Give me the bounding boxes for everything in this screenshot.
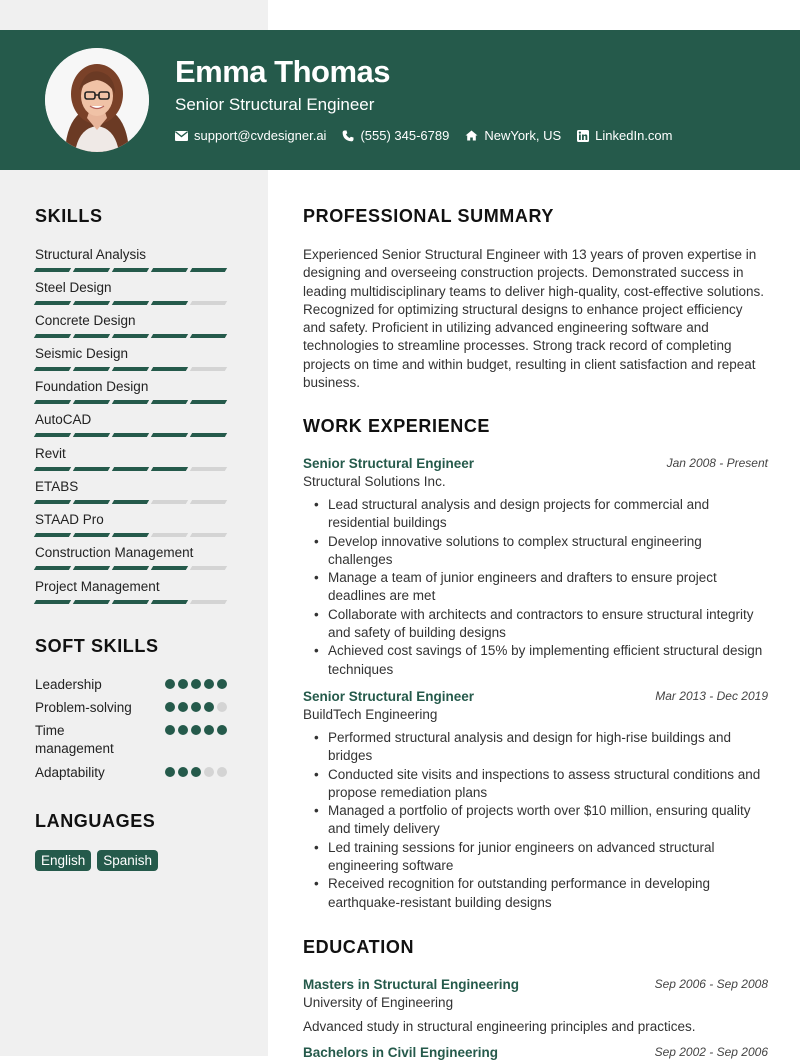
skill-bar-filled	[73, 467, 110, 471]
skill-item	[35, 479, 235, 504]
soft-skill-rating	[165, 679, 230, 689]
soft-skill-item	[35, 764, 235, 784]
contact-bar	[175, 128, 689, 143]
soft-skills-heading: SOFT SKILLS	[35, 636, 159, 656]
language-list	[35, 850, 164, 871]
rating-dot-filled	[217, 725, 227, 735]
skill-level-bar	[35, 467, 235, 471]
skill-bar-filled	[112, 268, 149, 272]
skill-item	[35, 579, 235, 604]
skill-bar-filled	[151, 600, 188, 604]
rating-dot-filled	[165, 679, 175, 689]
skill-level-bar	[35, 400, 235, 404]
education-entry	[303, 977, 768, 1034]
job-entry	[303, 456, 768, 679]
soft-skill-name: Time management	[35, 723, 114, 756]
envelope-icon	[175, 131, 188, 141]
skill-bar-filled	[151, 433, 188, 437]
skill-bar-filled	[151, 367, 188, 371]
skill-bar-filled	[151, 566, 188, 570]
skill-item	[35, 512, 235, 537]
skill-bar-filled	[34, 400, 71, 404]
skill-bar-filled	[73, 433, 110, 437]
job-bullets	[303, 496, 768, 679]
skill-item	[35, 280, 235, 305]
summary-heading: PROFESSIONAL SUMMARY	[303, 206, 555, 226]
skill-level-bar	[35, 500, 235, 504]
rating-dot-empty	[217, 702, 227, 712]
contact-location-text: NewYork, US	[484, 128, 562, 143]
skill-bar-filled	[34, 600, 71, 604]
skill-bar-filled	[73, 533, 110, 537]
skill-name: Revit	[35, 446, 66, 461]
education-heading: EDUCATION	[303, 937, 415, 957]
soft-skill-name: Adaptability	[35, 765, 105, 780]
skill-bar-filled	[73, 301, 110, 305]
skill-bar-filled	[112, 500, 149, 504]
job-bullet: • Achieved cost savings of 15% by implementing efficient structural design techniques	[328, 642, 768, 679]
contact-phone[interactable]	[342, 128, 449, 143]
education-description: Advanced study in structural engineering principles and practices.	[303, 1019, 696, 1034]
skill-bar-filled	[34, 334, 71, 338]
experience-heading: WORK EXPERIENCE	[303, 416, 491, 436]
job-bullet: • Manage a team of junior engineers and drafters to ensure project deadlines are met	[328, 569, 768, 606]
rating-dot-filled	[191, 679, 201, 689]
skill-name: Foundation Design	[35, 379, 149, 394]
home-icon	[465, 130, 478, 141]
rating-dot-filled	[165, 725, 175, 735]
job-bullet: • Received recognition for outstanding performance in developing earthquake-resistant building designs	[328, 875, 768, 912]
skill-bar-empty	[151, 500, 188, 504]
profile-photo	[45, 48, 149, 152]
skill-bar-filled	[73, 500, 110, 504]
job-date: Jan 2008 - Present	[666, 456, 768, 470]
skill-name: ETABS	[35, 479, 79, 494]
skill-level-bar	[35, 301, 235, 305]
contact-linkedin[interactable]	[577, 128, 672, 143]
skill-bar-filled	[34, 301, 71, 305]
job-bullet: • Performed structural analysis and design for high-rise buildings and bridges	[328, 729, 768, 766]
skill-bar-filled	[151, 268, 188, 272]
skill-bar-filled	[34, 500, 71, 504]
rating-dot-filled	[204, 725, 214, 735]
rating-dot-filled	[178, 702, 188, 712]
skill-item	[35, 446, 235, 471]
skills-heading: SKILLS	[35, 206, 103, 226]
skill-bar-empty	[190, 566, 227, 570]
rating-dot-filled	[217, 679, 227, 689]
soft-skill-rating	[165, 725, 230, 735]
job-bullet: • Conducted site visits and inspections to assess structural conditions and propose remediation plans	[328, 766, 768, 803]
skill-item	[35, 313, 235, 338]
skill-bar-filled	[151, 334, 188, 338]
skill-level-bar	[35, 334, 235, 338]
job-bullet: • Lead structural analysis and design projects for commercial and residential buildings	[328, 496, 768, 533]
skill-bar-empty	[190, 301, 227, 305]
skill-bar-filled	[112, 533, 149, 537]
rating-dot-empty	[204, 767, 214, 777]
skill-item	[35, 247, 235, 272]
skill-bar-filled	[73, 400, 110, 404]
candidate-title: Senior Structural Engineer	[175, 95, 375, 114]
job-bullets	[303, 729, 768, 912]
language-badge: English	[35, 850, 91, 871]
skill-bar-filled	[151, 467, 188, 471]
skill-bar-filled	[151, 400, 188, 404]
phone-icon	[342, 130, 354, 142]
skill-bar-empty	[190, 533, 227, 537]
company-name: BuildTech Engineering	[303, 707, 438, 722]
skill-bar-filled	[112, 400, 149, 404]
rating-dot-filled	[165, 702, 175, 712]
skill-bar-filled	[151, 301, 188, 305]
skill-name: STAAD Pro	[35, 512, 104, 527]
job-bullet: • Develop innovative solutions to complex structural engineering challenges	[328, 533, 768, 570]
contact-email-text: support@cvdesigner.ai	[194, 128, 327, 143]
education-date: Sep 2002 - Sep 2006	[654, 1045, 768, 1059]
soft-skill-rating	[165, 767, 230, 777]
rating-dot-filled	[165, 767, 175, 777]
education-entry	[303, 1045, 768, 1063]
skill-name: Steel Design	[35, 280, 112, 295]
skill-bar-empty	[190, 500, 227, 504]
skill-bar-filled	[73, 600, 110, 604]
language-badge: Spanish	[97, 850, 158, 871]
skill-level-bar	[35, 600, 235, 604]
degree-title: Bachelors in Civil Engineering	[303, 1045, 499, 1060]
skill-name: Project Management	[35, 579, 160, 594]
rating-dot-filled	[178, 679, 188, 689]
skill-name: Construction Management	[35, 545, 194, 560]
skill-bar-filled	[73, 566, 110, 570]
job-title: Senior Structural Engineer	[303, 689, 475, 704]
skill-bar-filled	[34, 367, 71, 371]
skill-level-bar	[35, 268, 235, 272]
skill-level-bar	[35, 566, 235, 570]
rating-dot-filled	[191, 767, 201, 777]
rating-dot-filled	[204, 702, 214, 712]
skill-name: Concrete Design	[35, 313, 136, 328]
skill-bar-filled	[34, 467, 71, 471]
skill-name: Structural Analysis	[35, 247, 147, 262]
skill-bar-filled	[34, 533, 71, 537]
skill-level-bar	[35, 367, 235, 371]
languages-heading: LANGUAGES	[35, 811, 156, 831]
skill-bar-filled	[112, 600, 149, 604]
summary-text: Experienced Senior Structural Engineer with 13 years of proven expertise in designing and overseeing construction projects. Demonstrated success in leading multidisciplinary teams to deliver high-quality, cost-effective solutions. Recognized for optimizing structural designs to enhance project efficiency and safety. Proficient in utilizing advanced engineering software and technologies to streamline processes. Strong track record of completing projects on time and within budget, resulting in client satisfaction and repeat business.	[303, 247, 764, 391]
skill-level-bar	[35, 533, 235, 537]
soft-skill-item	[35, 676, 235, 696]
rating-dot-filled	[178, 725, 188, 735]
skill-bar-filled	[112, 467, 149, 471]
skill-bar-filled	[34, 566, 71, 570]
rating-dot-filled	[191, 702, 201, 712]
company-name: Structural Solutions Inc.	[303, 474, 446, 489]
skill-bar-filled	[112, 566, 149, 570]
candidate-name: Emma Thomas	[175, 54, 391, 89]
skill-bar-filled	[190, 334, 227, 338]
skill-level-bar	[35, 433, 235, 437]
rating-dot-filled	[191, 725, 201, 735]
skill-bar-filled	[112, 433, 149, 437]
job-entry	[303, 689, 768, 912]
skill-bar-filled	[73, 334, 110, 338]
soft-skill-name: Problem-solving	[35, 700, 132, 715]
skill-item	[35, 545, 235, 570]
skill-bar-filled	[112, 367, 149, 371]
rating-dot-filled	[178, 767, 188, 777]
skill-name: Seismic Design	[35, 346, 129, 361]
skill-bar-filled	[190, 400, 227, 404]
job-bullet: • Collaborate with architects and contractors to ensure structural integrity and safety of building designs	[328, 606, 768, 643]
skill-bar-filled	[34, 268, 71, 272]
school-name: University of Engineering	[303, 995, 454, 1010]
skill-item	[35, 346, 235, 371]
skill-bar-filled	[34, 433, 71, 437]
rating-dot-filled	[204, 679, 214, 689]
degree-title: Masters in Structural Engineering	[303, 977, 520, 992]
skill-bar-filled	[112, 334, 149, 338]
skill-bar-empty	[190, 600, 227, 604]
job-bullet: • Led training sessions for junior engineers on advanced structural engineering software	[328, 839, 768, 876]
linkedin-icon	[577, 130, 589, 142]
contact-linkedin-text: LinkedIn.com	[595, 128, 673, 143]
job-date: Mar 2013 - Dec 2019	[655, 689, 768, 703]
skill-item	[35, 379, 235, 404]
soft-skill-item	[35, 722, 235, 760]
skill-bar-filled	[112, 301, 149, 305]
skill-bar-filled	[190, 433, 227, 437]
skill-bar-empty	[190, 467, 227, 471]
skill-bar-filled	[73, 268, 110, 272]
soft-skill-rating	[165, 702, 230, 712]
skill-bar-filled	[190, 268, 227, 272]
soft-skill-item	[35, 699, 235, 719]
skill-name: AutoCAD	[35, 412, 92, 427]
skill-bar-empty	[151, 533, 188, 537]
job-bullet: • Managed a portfolio of projects worth over $10 million, ensuring quality and timely delivery	[328, 802, 768, 839]
skill-item	[35, 412, 235, 437]
contact-location	[465, 128, 561, 143]
skill-bar-filled	[73, 367, 110, 371]
education-date: Sep 2006 - Sep 2008	[654, 977, 768, 991]
contact-email[interactable]	[175, 128, 326, 143]
skill-bar-empty	[190, 367, 227, 371]
rating-dot-empty	[217, 767, 227, 777]
job-title: Senior Structural Engineer	[303, 456, 475, 471]
contact-phone-text: (555) 345-6789	[360, 128, 450, 143]
soft-skill-name: Leadership	[35, 677, 102, 692]
